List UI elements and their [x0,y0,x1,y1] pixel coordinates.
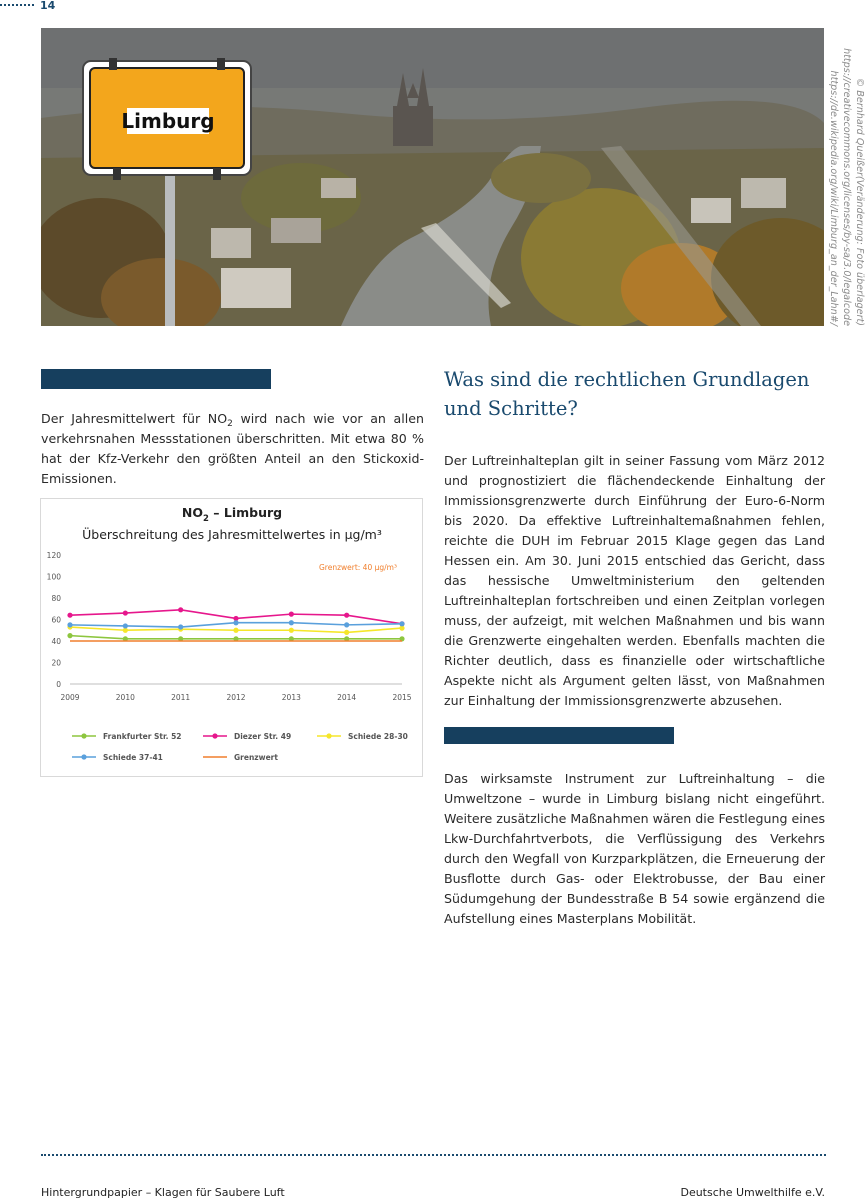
top-dotted-rule [0,4,34,6]
y-tick-label: 20 [51,658,61,668]
series-point [67,613,72,618]
legend-swatch-marker [81,754,86,759]
footer-title: Hintergrundpapier – Klagen für Saubere Luft [41,1186,285,1199]
page-number: 14 [40,0,56,12]
intro-paragraph [41,409,424,489]
series-point [233,628,238,633]
chart-subtitle: Überschreitung des Jahresmittelwertes in µg/m³ [82,527,382,542]
bottom-dotted-rule [41,1154,826,1156]
legend-label: Schiede 37-41 [103,753,163,762]
series-point [344,630,349,635]
credit-line-3: https://de.wikipedia.org/wiki/Limburg_an_der_Lahn#/ [828,70,839,326]
credit-line-1: © Bernhard Queißer(Veränderung: Foto überlagert) [854,77,865,326]
footer-org: Deutsche Umwelthilfe e.V. [680,1186,825,1199]
sign-text: Limburg [121,109,215,133]
series-point [233,620,238,625]
x-tick-label: 2012 [226,693,246,702]
section-heading-bar-2 [444,727,674,744]
credit-line-2: https://creativecommons.org/licenses/by-sa/3.0/legalcode [841,48,852,326]
x-tick-label: 2014 [337,693,357,702]
legend-label: Diezer Str. 49 [234,732,292,741]
intro-text-start: Der Jahresmittelwert für NO [41,411,228,426]
series-point [67,633,72,638]
series-point [178,624,183,629]
legend-swatch-marker [81,733,86,738]
measures-paragraph: Das wirksamste Instrument zur Luftreinhaltung – die Umweltzone – wurde in Limburg bislang nicht eingeführt. Weitere zusätzliche Maßnahmen wären die Festlegung eines Lkw-Durchfahrtverbots, die Verflüssigung des Verkehrs durch den Wegfall von Kurzparkplätzen, die Erneuerung der Busflotte durch Gas- oder Elektrobusse, der Bau einer Südumgehung der Bundesstraße B 54 sowie ergänzend die Aufstellung eines Masterplans Mobilität. [444,771,826,926]
y-tick-label: 80 [51,594,61,603]
series-point [344,613,349,618]
legend-swatch-marker [212,733,217,738]
legend-label: Frankfurter Str. 52 [103,732,182,741]
series-point [289,620,294,625]
no2-chart [40,498,423,777]
y-tick-label: 0 [56,680,61,689]
y-tick-label: 60 [51,615,61,625]
hero-photo [41,28,824,326]
legend-label: Schiede 28-30 [348,732,408,741]
sign-post [165,168,175,326]
x-tick-label: 2013 [281,693,301,702]
city-sign [83,58,251,180]
series-point [123,623,128,628]
y-tick-label: 40 [51,637,61,646]
y-tick-label: 100 [46,572,61,582]
y-tick-label: 120 [46,551,61,560]
series-point [67,622,72,627]
chart-annotation: Grenzwert: 40 µg/m³ [318,563,397,572]
series-point [289,628,294,633]
intro-subscript: 2 [227,419,233,429]
series-point [344,622,349,627]
series-point [289,612,294,617]
legal-paragraph: Der Luftreinhalteplan gilt in seiner Fassung vom März 2012 und prognostiziert die flächendeckende Einhaltung der Immissionsgrenzwerte durch Einführung der Euro-6-Norm bis 2020. Da effektive Luftreinhaltemaßnahmen fehlen, reichte die DUH im Februar 2015 Klage gegen das Land Hessen ein. Am 30. Juni 2015 entschied das Gericht, dass das hessische Umweltministerium den geltenden Luftreinhalteplan fortschreiben und einen Zeitplan vorlegen muss, der aufzeigt, mit welchen Maßnahmen und bis wann die Grenzwerte eingehalten werden. Ebenfalls machten die Richter deutlich, dass es finanzielle oder wirtschaftliche Aspekte nicht als Argument gelten lässt, von Maßnahmen zur Einhaltung der Immissionsgrenzwerte abzusehen. [444,453,825,708]
series-point [123,610,128,615]
x-tick-label: 2015 [392,693,412,702]
limburg-aerial-illustration [41,28,824,326]
x-tick-label: 2009 [60,693,80,702]
section-heading: Was sind die rechtlichen Grundlagen und Schritte? [444,368,810,420]
intro-text-end: wird nach wie vor an allen verkehrsnahen Messstationen überschritten. Mit etwa 80 % hat der Kfz-Verkehr den größten Anteil an den Stickoxid-Emissionen. [41,411,424,486]
chart-title: $NO_2$ – Limburg [181,505,283,524]
photo-credit [826,28,866,326]
legend-label: Grenzwert [234,753,278,762]
x-tick-label: 2010 [115,693,135,702]
legend-swatch-marker [326,733,331,738]
section-heading-bar [41,369,271,389]
series-point [178,607,183,612]
x-tick-label: 2011 [171,693,191,702]
series-point [399,621,404,626]
chart-canvas [41,499,424,778]
